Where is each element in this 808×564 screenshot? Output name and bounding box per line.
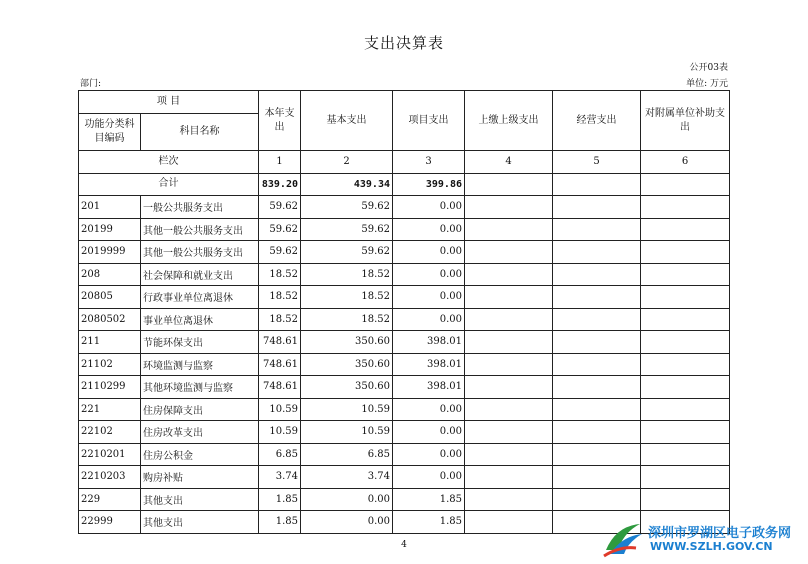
row-code: 22102: [79, 421, 141, 444]
row-subject-name: 节能环保支出: [141, 331, 259, 354]
row-project-expense: 0.00: [393, 398, 465, 421]
empty-cell: [641, 421, 730, 444]
table-row: [79, 196, 730, 219]
row-project-expense: 1.85: [393, 511, 465, 534]
row-code: 20199: [79, 218, 141, 241]
row-code: 221: [79, 398, 141, 421]
page-title: 支出决算表: [363, 34, 444, 52]
column-number: 3: [393, 151, 465, 174]
row-project-expense: 0.00: [393, 241, 465, 264]
row-year-expense: 59.62: [259, 218, 301, 241]
row-project-expense: 0.00: [393, 286, 465, 309]
row-code: 21102: [79, 353, 141, 376]
empty-cell: [465, 286, 553, 309]
row-code: 201: [79, 196, 141, 219]
column-number: 4: [465, 151, 553, 174]
watermark-url: WWW.SZLH.GOV.CN: [650, 540, 773, 553]
row-year-expense: 59.62: [259, 241, 301, 264]
row-project-expense: 0.00: [393, 218, 465, 241]
table-row: [79, 241, 730, 264]
row-subject-name: 住房保障支出: [141, 398, 259, 421]
empty-cell: [641, 331, 730, 354]
empty-cell: [553, 196, 641, 219]
row-year-expense: 6.85: [259, 443, 301, 466]
empty-cell: [553, 466, 641, 489]
table-row: [79, 353, 730, 376]
row-subject-name: 事业单位离退休: [141, 308, 259, 331]
empty-cell: [553, 488, 641, 511]
row-code: 2080502: [79, 308, 141, 331]
row-basic-expense: 10.59: [301, 421, 393, 444]
row-code: 211: [79, 331, 141, 354]
empty-cell: [553, 331, 641, 354]
row-subject-name: 其他支出: [141, 488, 259, 511]
row-subject-name: 行政事业单位离退休: [141, 286, 259, 309]
empty-cell: [553, 263, 641, 286]
empty-cell: [465, 196, 553, 219]
table-row: [79, 263, 730, 286]
table-row: [79, 218, 730, 241]
column-number: 1: [259, 151, 301, 174]
row-project-expense: 0.00: [393, 308, 465, 331]
empty-cell: [553, 421, 641, 444]
empty-cell: [641, 218, 730, 241]
empty-cell: [641, 398, 730, 421]
table-row: [79, 308, 730, 331]
table-row: [79, 376, 730, 399]
row-year-expense: 748.61: [259, 353, 301, 376]
empty-cell: [641, 263, 730, 286]
total-label: 合计: [79, 173, 259, 196]
header-operating-expense: 经营支出: [553, 91, 641, 151]
empty-cell: [641, 376, 730, 399]
row-basic-expense: 18.52: [301, 263, 393, 286]
table-row: [79, 466, 730, 489]
row-subject-name: 社会保障和就业支出: [141, 263, 259, 286]
row-year-expense: 10.59: [259, 421, 301, 444]
row-basic-expense: 59.62: [301, 241, 393, 264]
table-row: [79, 421, 730, 444]
empty-cell: [465, 218, 553, 241]
header-upper-payment: 上缴上级支出: [465, 91, 553, 151]
empty-cell: [641, 196, 730, 219]
empty-cell: [553, 443, 641, 466]
empty-cell: [465, 511, 553, 534]
empty-cell: [641, 466, 730, 489]
empty-cell: [465, 466, 553, 489]
header-basic-expense: 基本支出: [301, 91, 393, 151]
row-basic-expense: 59.62: [301, 196, 393, 219]
header-subsidy-expense: 对附属单位补助支出: [641, 91, 730, 151]
row-year-expense: 18.52: [259, 263, 301, 286]
row-project-expense: 0.00: [393, 443, 465, 466]
row-basic-expense: 18.52: [301, 286, 393, 309]
row-basic-expense: 350.60: [301, 353, 393, 376]
row-code: 2019999: [79, 241, 141, 264]
empty-cell: [641, 353, 730, 376]
row-code: 229: [79, 488, 141, 511]
row-subject-name: 其他支出: [141, 511, 259, 534]
row-basic-expense: 59.62: [301, 218, 393, 241]
row-project-expense: 398.01: [393, 376, 465, 399]
watermark: [598, 518, 808, 564]
row-project-expense: 0.00: [393, 263, 465, 286]
empty-cell: [465, 241, 553, 264]
table-row: [79, 331, 730, 354]
row-project-expense: 0.00: [393, 466, 465, 489]
column-number: 6: [641, 151, 730, 174]
empty-cell: [465, 488, 553, 511]
row-code: 2210203: [79, 466, 141, 489]
column-index-label: 栏次: [79, 151, 259, 174]
row-subject-name: 一般公共服务支出: [141, 196, 259, 219]
empty-cell: [641, 308, 730, 331]
row-basic-expense: 350.60: [301, 376, 393, 399]
table-row: [79, 286, 730, 309]
header-year-expense: 本年支出: [259, 91, 301, 151]
row-year-expense: 748.61: [259, 331, 301, 354]
total-basic-expense: 439.34: [301, 173, 393, 196]
column-number: 5: [553, 151, 641, 174]
empty-cell: [465, 308, 553, 331]
row-year-expense: 1.85: [259, 488, 301, 511]
row-basic-expense: 10.59: [301, 398, 393, 421]
empty-cell: [465, 376, 553, 399]
row-subject-name: 购房补贴: [141, 466, 259, 489]
empty-cell: [553, 218, 641, 241]
row-subject-name: 其他一般公共服务支出: [141, 241, 259, 264]
empty-cell: [465, 353, 553, 376]
row-project-expense: 0.00: [393, 421, 465, 444]
department-label: 部门:: [80, 79, 102, 89]
empty-cell: [553, 241, 641, 264]
header-project: 项 目: [79, 91, 259, 114]
expenditure-table: [78, 90, 730, 534]
empty-cell: [641, 488, 730, 511]
empty-cell: [553, 376, 641, 399]
unit-label: 单位: 万元: [686, 79, 728, 89]
empty-cell: [553, 308, 641, 331]
row-year-expense: 1.85: [259, 511, 301, 534]
empty-cell: [465, 398, 553, 421]
empty-cell: [641, 173, 730, 196]
page-number: 4: [401, 540, 407, 550]
row-year-expense: 748.61: [259, 376, 301, 399]
row-code: 20805: [79, 286, 141, 309]
header-subject-name: 科目名称: [141, 114, 259, 151]
row-subject-name: 环境监测与监察: [141, 353, 259, 376]
empty-cell: [641, 443, 730, 466]
empty-cell: [553, 286, 641, 309]
row-year-expense: 18.52: [259, 308, 301, 331]
empty-cell: [465, 443, 553, 466]
table-row: [79, 398, 730, 421]
row-code: 22999: [79, 511, 141, 534]
empty-cell: [553, 173, 641, 196]
watermark-site-name: 深圳市罗湖区电子政务网: [648, 526, 792, 541]
row-year-expense: 3.74: [259, 466, 301, 489]
row-code: 208: [79, 263, 141, 286]
row-project-expense: 1.85: [393, 488, 465, 511]
row-subject-name: 其他一般公共服务支出: [141, 218, 259, 241]
row-project-expense: 398.01: [393, 353, 465, 376]
column-number: 2: [301, 151, 393, 174]
table-row: [79, 488, 730, 511]
empty-cell: [553, 398, 641, 421]
empty-cell: [465, 173, 553, 196]
row-basic-expense: 18.52: [301, 308, 393, 331]
empty-cell: [641, 286, 730, 309]
row-basic-expense: 6.85: [301, 443, 393, 466]
row-basic-expense: 0.00: [301, 488, 393, 511]
total-row: [79, 173, 730, 196]
row-subject-name: 住房改革支出: [141, 421, 259, 444]
empty-cell: [465, 263, 553, 286]
szlh-logo-icon: [602, 520, 644, 558]
header-project-expense: 项目支出: [393, 91, 465, 151]
empty-cell: [465, 331, 553, 354]
empty-cell: [553, 353, 641, 376]
row-project-expense: 0.00: [393, 196, 465, 219]
empty-cell: [465, 421, 553, 444]
row-project-expense: 398.01: [393, 331, 465, 354]
row-year-expense: 18.52: [259, 286, 301, 309]
form-number: 公开03表: [689, 63, 728, 73]
row-code: 2210201: [79, 443, 141, 466]
empty-cell: [641, 241, 730, 264]
total-year-expense: 839.20: [259, 173, 301, 196]
row-subject-name: 其他环境监测与监察: [141, 376, 259, 399]
row-basic-expense: 3.74: [301, 466, 393, 489]
row-year-expense: 10.59: [259, 398, 301, 421]
header-function-code: 功能分类科目编码: [79, 114, 141, 151]
row-year-expense: 59.62: [259, 196, 301, 219]
row-basic-expense: 0.00: [301, 511, 393, 534]
row-subject-name: 住房公积金: [141, 443, 259, 466]
table-row: [79, 443, 730, 466]
total-project-expense: 399.86: [393, 173, 465, 196]
row-code: 2110299: [79, 376, 141, 399]
row-basic-expense: 350.60: [301, 331, 393, 354]
